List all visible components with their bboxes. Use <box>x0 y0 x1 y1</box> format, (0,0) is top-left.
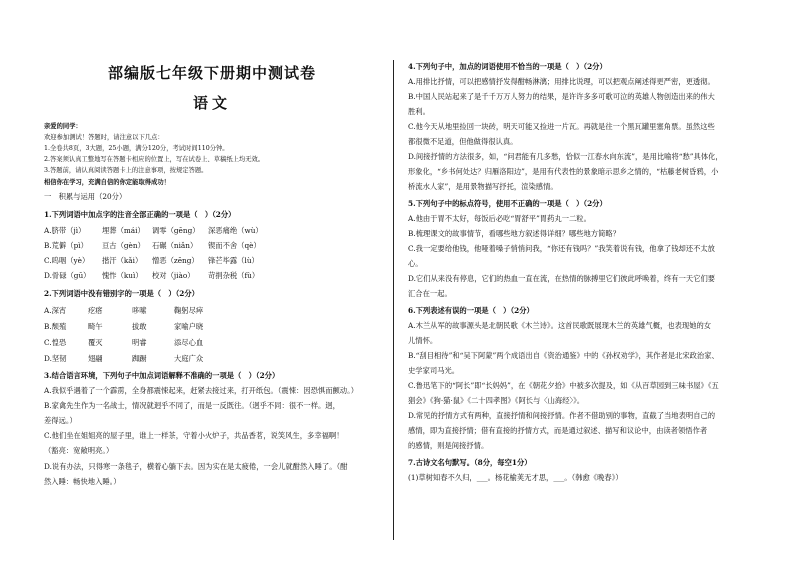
question-6-line: D.常见的抒情方式有两种，直接抒情和间接抒情。作者不借助别的事物，直截了当地表明自己的 <box>408 411 716 420</box>
option-cell: 深恶痛绝（wù） <box>208 226 263 235</box>
option-cell: 翅翮 <box>88 354 103 363</box>
option-cell: B.颓殖 <box>44 322 67 331</box>
encourage: 相信你在学习，充满自信的你定能取得成功！ <box>44 179 170 186</box>
option-cell: 憎恶（zēng） <box>152 256 199 265</box>
question-6-line: 的感情，则是间接抒情。 <box>408 441 489 450</box>
question-3-line: A.我似乎遇着了一个霹雳，全身都震悚起来，赶紧去接过来，打开纸包。（震悚：因恐惧而颤动。） <box>44 386 359 395</box>
option-cell: 鞠躬尽瘁 <box>174 306 204 315</box>
question-4-line: B.中国人民站起来了是千千万万人努力的结果，是许许多多可歌可泣的英雄人物创造出来的伟大 <box>408 92 715 101</box>
question-7: 7.古诗文名句默写。（8分，每空1分） <box>408 458 532 467</box>
question-3-line: D.说有办法，只得寒一条毯子，横着心躺下去。因为实在是太疲倦，一会儿就酣然入睡了。（酣 <box>44 462 348 471</box>
option-cell: 锲而不舍（qè） <box>208 241 261 250</box>
question-4-line: A.用排比抒情，可以把感情抒发得酣畅淋漓；用排比说理，可以把观点阐述得更严密，更透彻。 <box>408 77 715 86</box>
question-5-line: 汇合在一起。 <box>408 289 452 298</box>
note-2: 2.答案须认真工整地写在答题卡相应的位置上，写在试卷上、草稿纸上均无效。 <box>44 156 265 163</box>
option-cell: 校对（jiào） <box>152 271 195 280</box>
option-cell: 大庭广众 <box>174 354 204 363</box>
question-3-line: （豁亮：宽敞明亮。） <box>44 446 114 455</box>
question-5-line: C.我一定要给他钱，他哑着嗓子悄悄问我，“你还有钱吗？”我笑着说有钱，他拿了钱却还不太放 <box>408 244 715 253</box>
option-cell: 疙瘩 <box>88 306 103 315</box>
option-cell: C.呜咽（yè） <box>44 256 90 265</box>
option-cell: B.荒僻（pì） <box>44 241 88 250</box>
question-4-line: D.间接抒情的方法很多，如，“问君能有几多愁，恰似一江春水向东流”，是用比喻将“愁”具体化， <box>408 152 723 161</box>
option-cell: 明睿 <box>132 338 147 347</box>
question-4-line: 胜利。 <box>408 107 430 116</box>
question-6-line: 史学家司马光。 <box>408 366 460 375</box>
question-4-line: C.他今天从地里捡回一块砖，明天可能又捡进一片瓦。再就是往一个黑瓦罐里塞角票。虽然这些 <box>408 122 715 131</box>
question-6-line: C.鲁迅笔下的“阿长”即“长妈妈”，在《朝花夕拾》中被多次提及，如《从百草园到三味书屋》《五 <box>408 381 719 390</box>
question-6-line: 儿情怀。 <box>408 336 438 345</box>
question-5-line: D.它们从来没有停息，它们的热血一直在流，在热情的脉搏里它们彼此呼唤着，终有一天它们要 <box>408 274 716 283</box>
question-4-line: 形象化，“乡书何处达？归雁洛阳边”，是用有代表性的景象暗示思乡之情的，“枯藤老树昏鸦，小 <box>408 167 719 176</box>
option-cell: 调零（gēng） <box>152 226 200 235</box>
subject-title: 语文 <box>192 94 231 112</box>
question-3-line: 差得远。） <box>44 416 77 425</box>
question-5-line: 心。 <box>408 259 423 268</box>
note-3: 3.答题前，请认真阅读答题卡上的注意事项，按规定答题。 <box>44 167 208 174</box>
question-5-line: B.梳理课文的故事情节，看哪些地方叙述得详细？哪些地方简略？ <box>408 229 620 238</box>
option-cell: 畸午 <box>88 322 103 331</box>
option-cell: 锋芒毕露（lù） <box>208 256 259 265</box>
option-cell: 石碾（niǎn） <box>152 241 198 250</box>
question-6-line: B.“刮目相待”和“吴下阿蒙”两个成语出自《资治通鉴》中的《孙权劝学》，其作者是北宋政治家、 <box>408 351 719 360</box>
option-cell: 揩汗（kǎi） <box>102 256 143 265</box>
question-2: 2.下列词语中没有错别字的一项是（ ）（2分） <box>44 289 199 298</box>
note-1: 1.全卷共8页，3大题，25小题，满分120分，考试时间110分钟。 <box>44 145 229 152</box>
question-4-line: 桥流水人家”，是用景物描写抒托，渲染感情。 <box>408 182 558 191</box>
option-cell: 亘古（gèn） <box>102 241 145 250</box>
question-1: 1.下列词语中加点字的注音全部正确的一项是（ ）（2分） <box>44 210 236 219</box>
option-cell: 哆嗦 <box>132 306 147 315</box>
option-cell: D.坚韧 <box>44 354 67 363</box>
option-cell: 覆灭 <box>88 338 103 347</box>
option-cell: 拔敢 <box>132 322 147 331</box>
option-cell: 添尽心血 <box>174 338 204 347</box>
column-divider <box>393 60 394 540</box>
question-6-line: 猖会》《狗·猫·鼠》《二十四孝图》《阿长与〈山海经〉》。 <box>408 396 585 405</box>
option-cell: 埋葬（mái） <box>102 226 145 235</box>
section-1-heading: 一 积累与运用（20分） <box>44 192 127 201</box>
greeting: 亲爱的同学： <box>44 123 82 130</box>
question-5-line: A.他由于胃不太好，每饭后必吃“胃舒平”胃药丸一二粒。 <box>408 214 591 223</box>
option-cell: A.脐带（jì） <box>44 226 86 235</box>
option-cell: 踟蹰 <box>132 354 147 363</box>
intro: 欢迎参加测试！答题时，请注意以下几点： <box>44 134 164 141</box>
question-3-line: B.家禽先生作为一名战士，情况就迥乎不同了，而是一反既往。（迥乎不同：很不一样。迥， <box>44 401 340 410</box>
question-3-line: C.他们坐在姐姐亮的屋子里，谁上一样茶，守着小火炉子，共品香茗，说笑风生，多幸福啊！ <box>44 431 344 440</box>
option-cell: A.深宵 <box>44 306 67 315</box>
question-4: 4.下列句子中，加点的词语使用不恰当的一项是（ ）（2分） <box>408 62 607 71</box>
option-cell: 愧怍（kuì） <box>102 271 143 280</box>
question-3: 3.结合语言环境，下列句子中加点词语解释不准确的一项是（ ）（2分） <box>44 371 280 380</box>
option-cell: 苛捐杂税（fù） <box>208 271 260 280</box>
option-cell: C.惶恐 <box>44 338 67 347</box>
question-3-line: 然入睡：畅快地入睡。） <box>44 477 121 486</box>
exam-title: 部编版七年级下册期中测试卷 <box>107 64 316 82</box>
question-5: 5.下列句子中的标点符号，使用不正确的一项是（ ）（2分） <box>408 199 607 208</box>
question-7-line: (1)草树知春不久归，___。杨花榆荚无才思，___。（韩愈《晚春》） <box>408 473 623 482</box>
option-cell: 家喻户晓 <box>174 322 204 331</box>
question-6-line: 感情，即为直接抒情；借有直接的抒情方式，而是通过叙述、描写和议论中，由读者领悟作者 <box>408 426 708 435</box>
question-4-line: 都很微不足道，但他做得很认真。 <box>408 137 518 146</box>
question-6-line: A.木兰从军的故事源头是北朝民歌《木兰诗》。这首民歌既展现木兰的英雄气概，也表现她的女 <box>408 321 712 330</box>
option-cell: D.骨碌（gū） <box>44 271 91 280</box>
question-6: 6.下列表述有误的一项是（ ）（2分） <box>408 306 534 315</box>
